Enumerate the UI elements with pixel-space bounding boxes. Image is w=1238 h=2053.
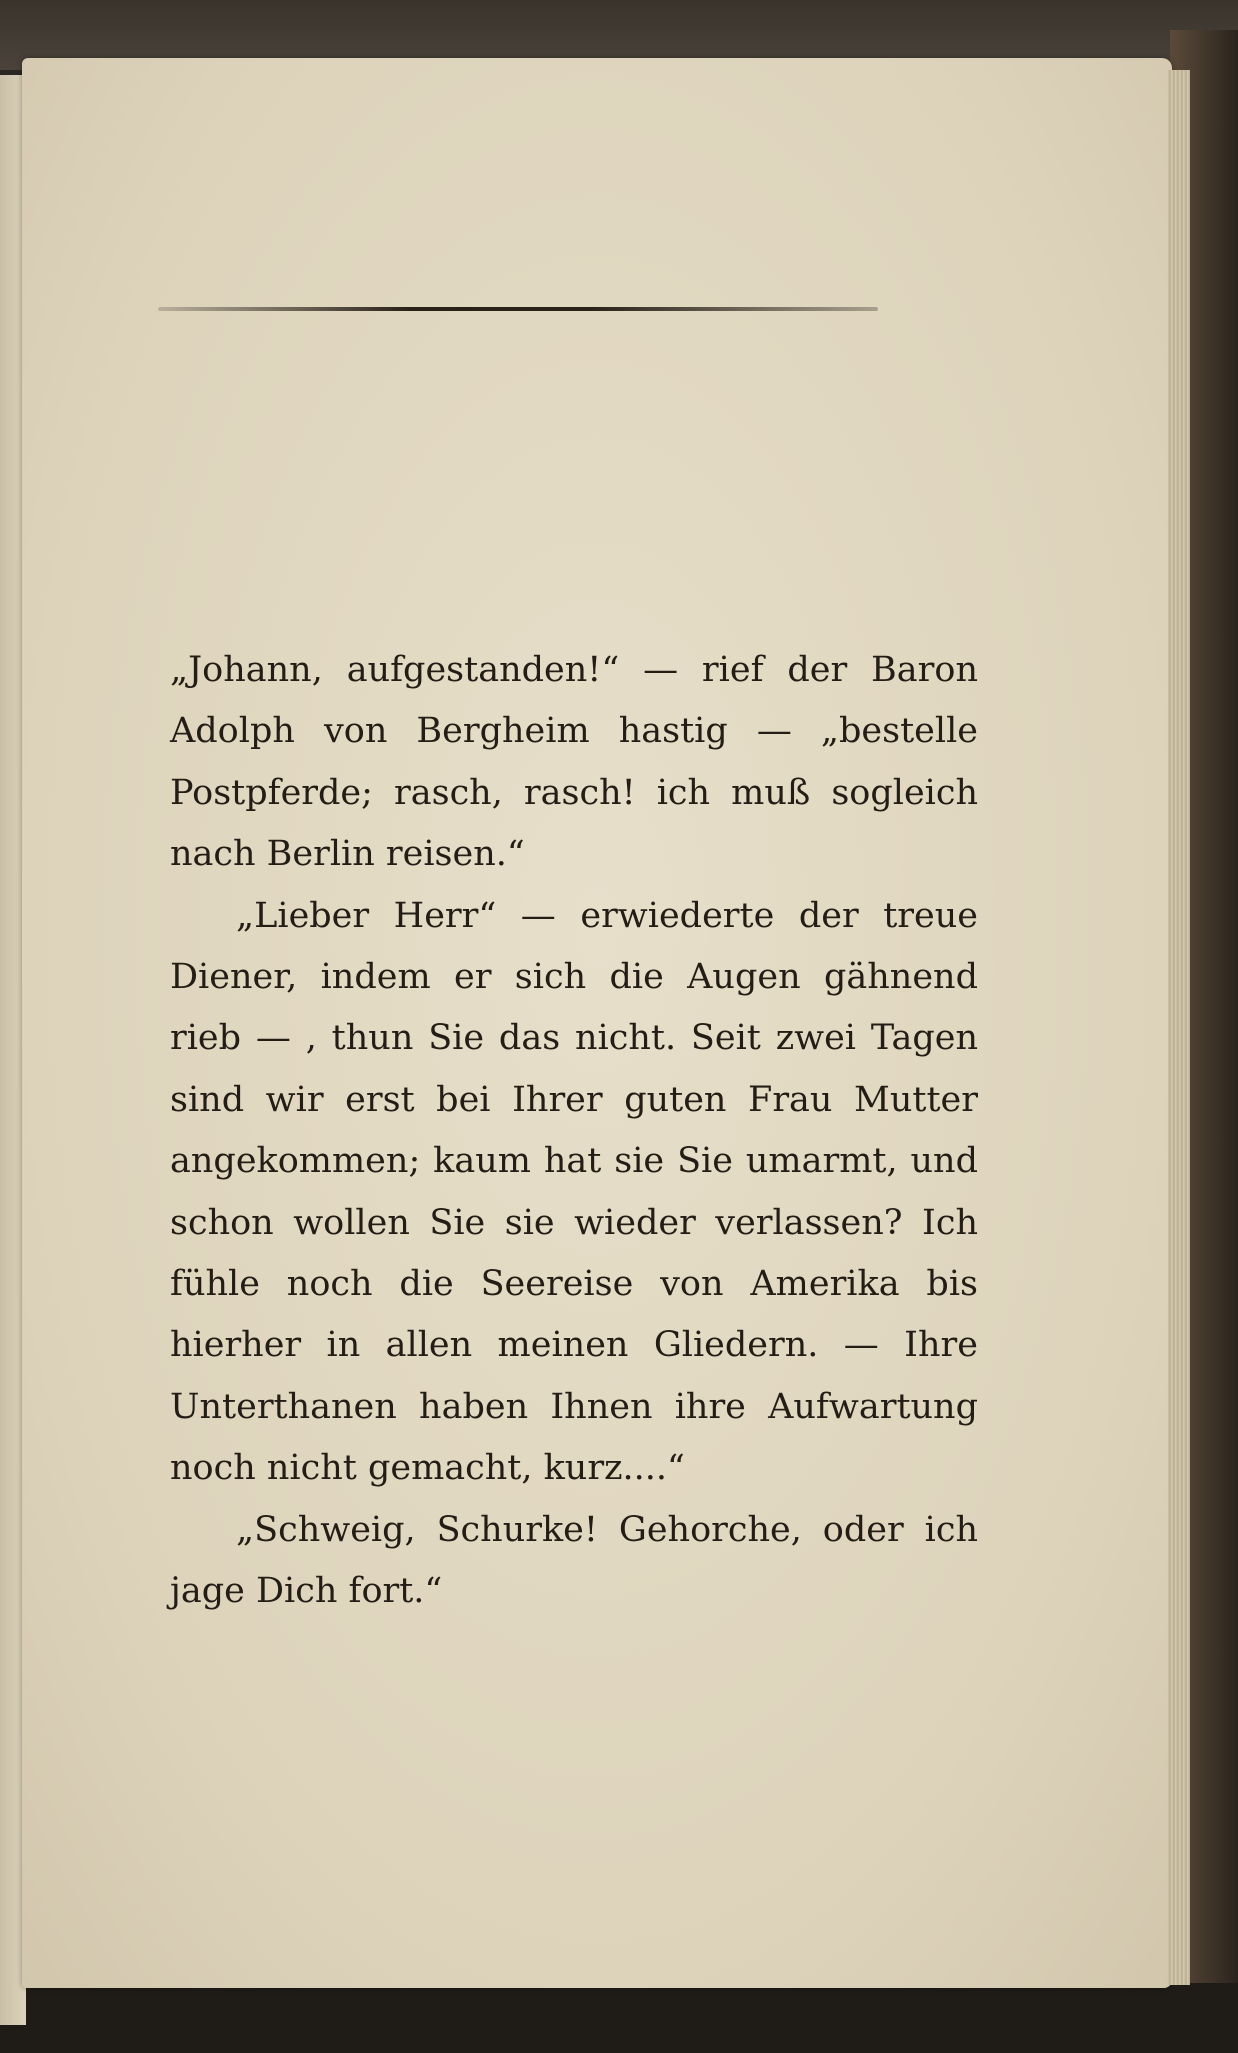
paragraph-3: „Schweig, Schurke! Gehorche, oder ich jage Dich fort.“ [170, 1509, 978, 1612]
page-stack-edge [1168, 70, 1190, 1985]
page-body-text [170, 640, 978, 1623]
paragraph-1: „Johann, aufgestanden!“ — rief der Baron Adolph von Bergheim hastig — „bestelle Postpferde; rasch, rasch! ich muß sogleich nach Berlin reisen.“ [170, 650, 978, 875]
paragraph-2: „Lieber Herr“ — erwiederte der treue Diener, indem er sich die Augen gähnend rieb — , thun Sie das nicht. Seit zwei Tagen sind wir erst bei Ihrer guten Frau Mutter angekommen; kaum hat sie Sie umarmt, und schon wollen Sie sie wieder verlassen? Ich fühle noch die Seereise von Amerika bis hierher in allen meinen Gliedern. — Ihre Unterthanen haben Ihnen ihre Aufwartung noch nicht gemacht, kurz....“ [170, 895, 978, 1489]
book-cover-bottom [0, 1983, 1238, 2053]
chapter-divider-rule [158, 307, 878, 311]
